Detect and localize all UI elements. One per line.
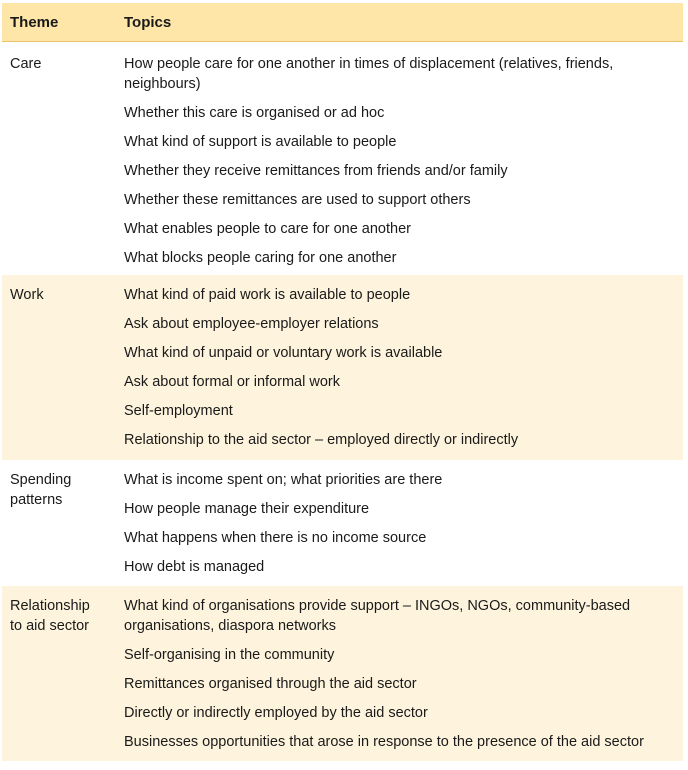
table-row-care (2, 42, 683, 275)
table-row-spending-patterns (2, 460, 683, 586)
topic-item: Ask about employee-employer relations (124, 316, 379, 332)
topic-item: Self-employment (124, 403, 233, 419)
topic-item: What happens when there is no income source (124, 530, 427, 546)
topic-list (118, 54, 683, 268)
topic-item: What kind of unpaid or voluntary work is available (124, 345, 443, 361)
topic-item: What kind of organisations provide support – INGOs, NGOs, community-based organisations, diaspora networks (124, 598, 631, 634)
topic-list (118, 285, 683, 450)
topic-item: Whether they receive remittances from friends and/or family (124, 163, 508, 179)
table-header (2, 3, 683, 42)
table-row-relationship-to-aid-sector (2, 586, 683, 761)
header-theme: Theme (10, 13, 59, 31)
topic-item: Relationship to the aid sector – employed directly or indirectly (124, 432, 519, 448)
topic-item: How people care for one another in times of displacement (relatives, friends, neighbours) (124, 56, 614, 92)
topic-item: Self-organising in the community (124, 647, 335, 663)
topic-item: Whether these remittances are used to support others (124, 192, 471, 208)
topic-item: Ask about formal or informal work (124, 374, 340, 390)
topic-item: How debt is managed (124, 559, 265, 575)
topic-item: What kind of paid work is available to people (124, 287, 411, 303)
topic-item: How people manage their expenditure (124, 501, 370, 517)
topic-item: Remittances organised through the aid sector (124, 676, 417, 692)
theme-label: Care (10, 56, 42, 72)
topic-item: What kind of support is available to people (124, 134, 397, 150)
table-row-work (2, 275, 683, 460)
topic-item: What blocks people caring for one another (124, 250, 397, 266)
topic-item: Directly or indirectly employed by the aid sector (124, 705, 428, 721)
theme-label: Work (10, 287, 44, 303)
topic-list (118, 470, 683, 577)
themes-table (2, 3, 683, 761)
topic-list (118, 596, 683, 752)
topic-item: Whether this care is organised or ad hoc (124, 105, 385, 121)
header-topics: Topics (124, 13, 172, 31)
topic-item: What enables people to care for one another (124, 221, 411, 237)
theme-label: Spending patterns (10, 472, 72, 508)
topic-item: What is income spent on; what priorities are there (124, 472, 443, 488)
topic-item: Businesses opportunities that arose in response to the presence of the aid sector (124, 734, 644, 750)
theme-label: Relationship to aid sector (10, 598, 90, 634)
